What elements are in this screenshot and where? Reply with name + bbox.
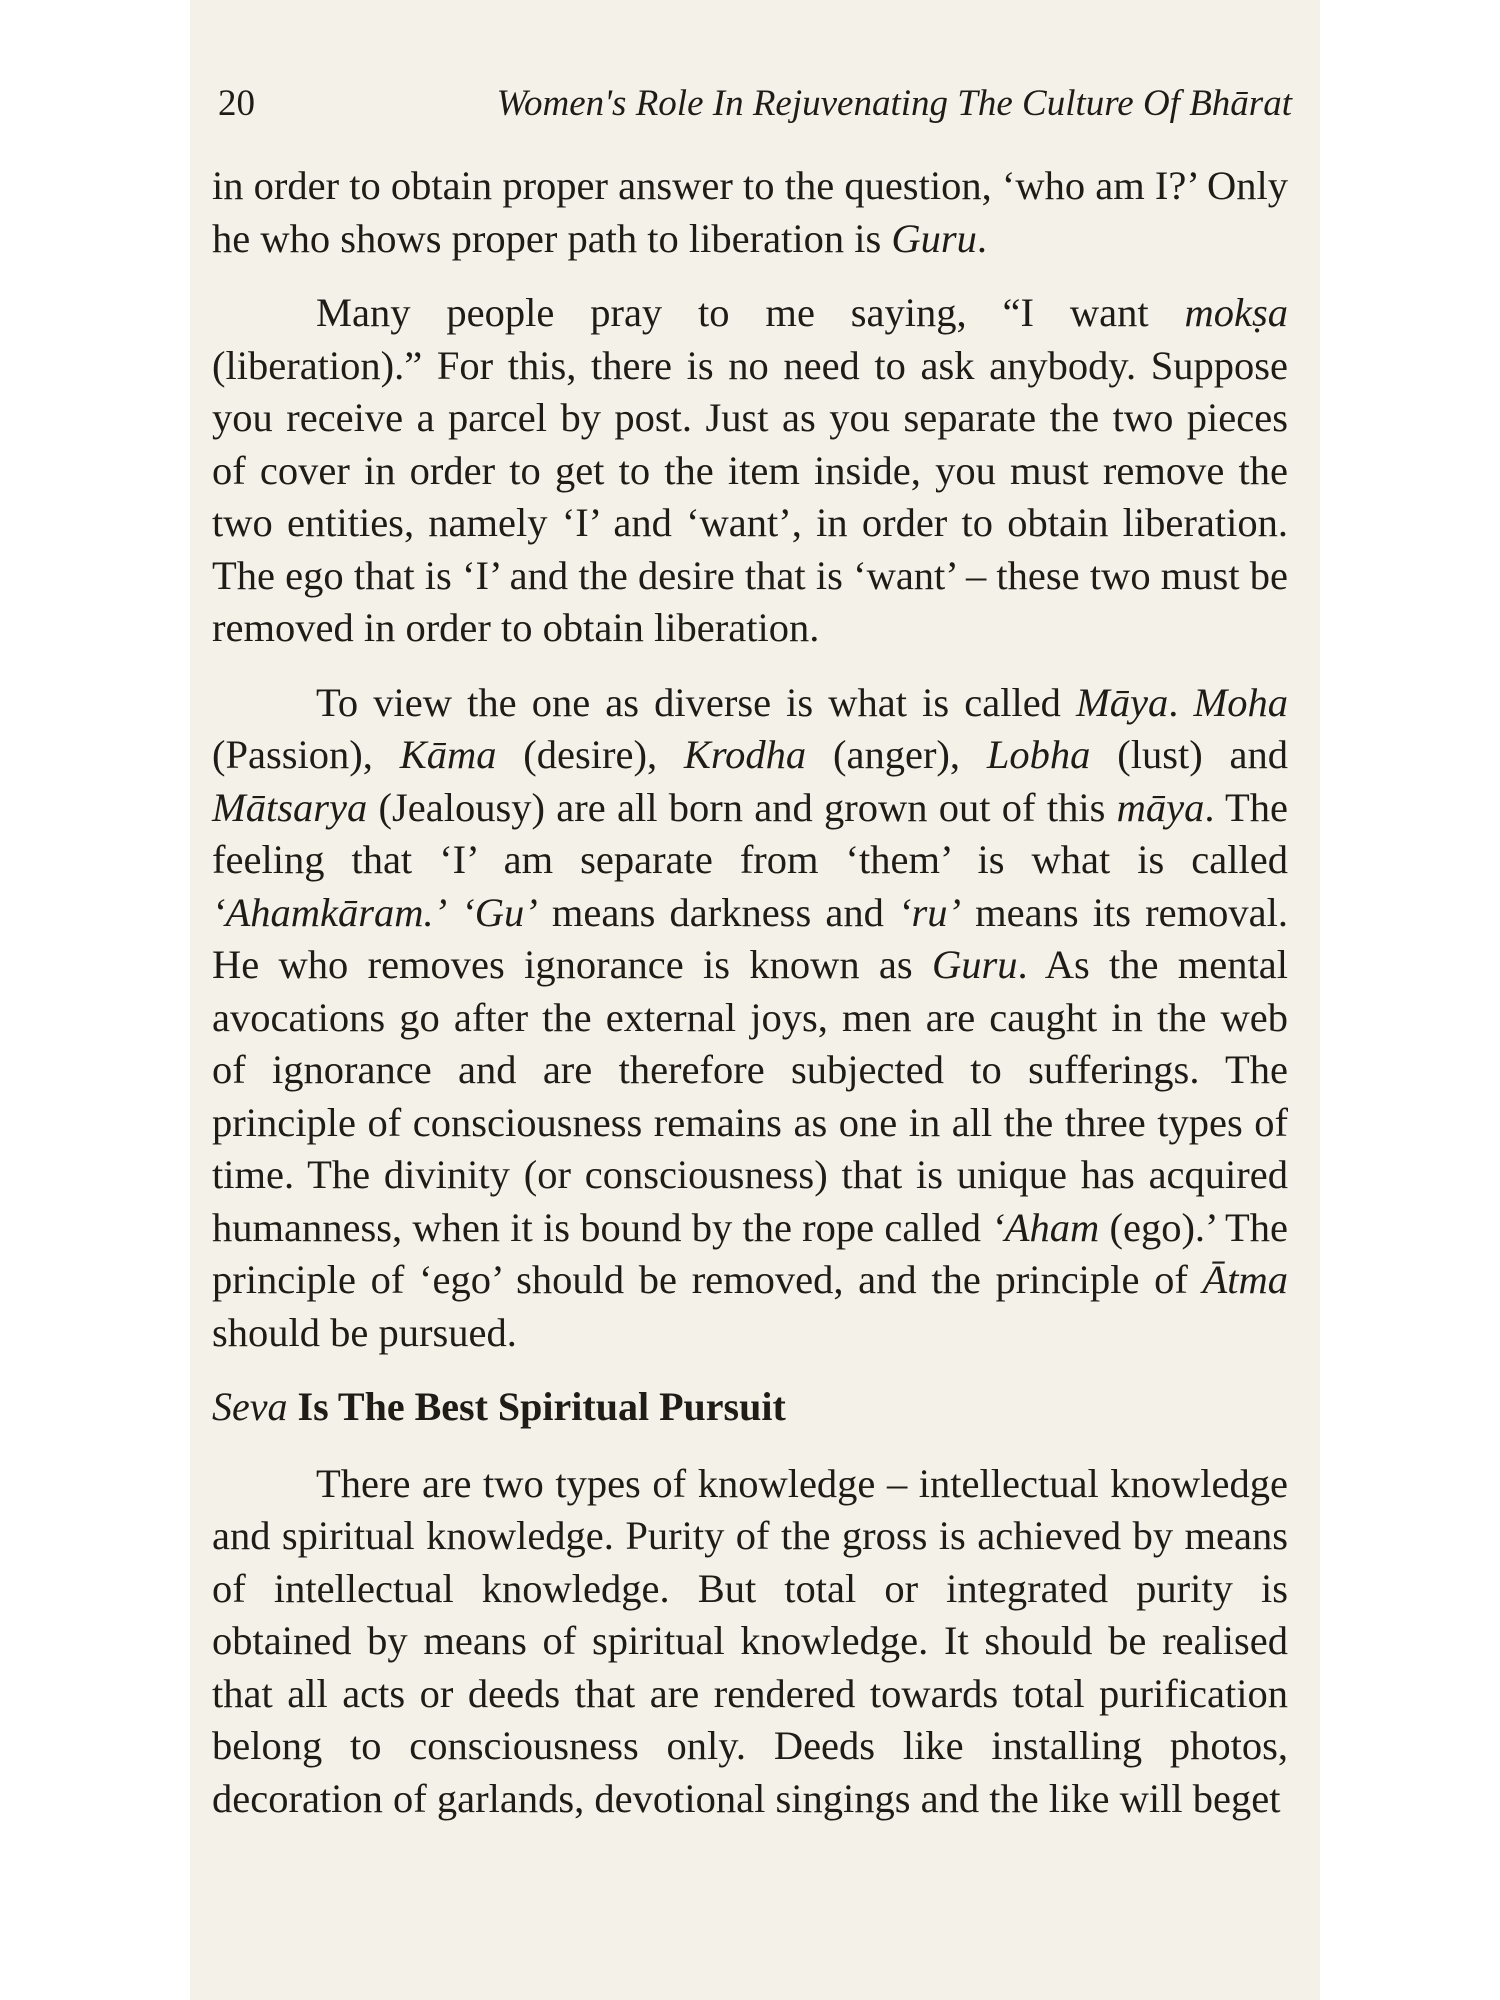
body-text <box>212 160 1288 1847</box>
term-maya: Māya <box>1076 679 1169 725</box>
term-atma: Ātma <box>1202 1257 1288 1302</box>
term-ahamkaram: ‘Ahamkāram.’ <box>212 889 448 935</box>
term-kama: Kāma <box>399 732 497 777</box>
paragraph-4: There are two types of knowledge – intellectual knowledge and spiritual knowledge. Purity of the gross is achieved by means of intellectual knowledge. But total or integrated purity is obtained by means of spiritual knowledge. It should be realised that all acts or deeds that are rendered towards total purification belong to consciousness only. Deeds like installing photos, decoration of garlands, devotional singings and the like will beget <box>212 1460 1288 1821</box>
term-moha: Moha <box>1193 679 1288 725</box>
term-gu: ‘Gu’ <box>461 889 538 935</box>
term-matsarya: Mātsarya <box>212 784 368 830</box>
term-krodha: Krodha <box>683 732 807 777</box>
paragraph-1: in order to obtain proper answer to the question, ‘who am I?’ Only he who shows proper path to liberation is Guru. <box>212 163 1288 261</box>
term-ru: ‘ru’ <box>897 889 961 935</box>
term-guru: Guru <box>891 215 977 261</box>
term-lobha: Lobha <box>986 732 1091 777</box>
term-moksa: mokṣa <box>1184 290 1288 335</box>
page-number: 20 <box>218 83 255 124</box>
heading-seva: Seva <box>212 1384 288 1429</box>
term-aham: ‘Aham <box>991 1204 1100 1250</box>
running-header <box>218 82 1292 132</box>
running-title: Women's Role In Rejuvenating The Culture Of Bhārat <box>496 83 1292 124</box>
section-heading <box>212 1381 1288 1434</box>
term-guru-2: Guru <box>931 942 1018 987</box>
paragraph-3: To view the one as diverse is what is called Māya. Moha (Passion), Kāma (desire), Krodha (anger), Lobha (lust) and Mātsarya (Jealousy) are all born and grown out of this māya. The feeling that ‘I’ am separate from ‘them’ is what is called ‘Ahamkāram.’ ‘Gu’ means darkness and ‘ru’ means its removal. He who removes ignorance is known as Guru. As the mental avocations go after the external joys, men are caught in the web of ignorance and are therefore subjected to sufferings. The principle of consciousness remains as one in all the three types of time. The divinity (or consciousness) that is unique has acquired humanness, when it is bound by the rope called ‘Aham (ego).’ The principle of ‘ego’ should be removed, and the principle of Ātma should be pursued. <box>212 679 1288 1355</box>
paragraph-2: Many people pray to me saying, “I want mokṣa (liberation).” For this, there is no need to ask anybody. Suppose you receive a parcel by post. Just as you separate the two pieces of cover in order to get to the item inside, you must remove the two entities, namely ‘I’ and ‘want’, in order to obtain liberation. The ego that is ‘I’ and the desire that is ‘want’ – these two must be removed in order to obtain liberation. <box>212 290 1288 650</box>
heading-rest: Is The Best Spiritual Pursuit <box>287 1384 786 1429</box>
term-maya-lower: māya <box>1116 784 1205 830</box>
book-page <box>190 0 1320 2000</box>
